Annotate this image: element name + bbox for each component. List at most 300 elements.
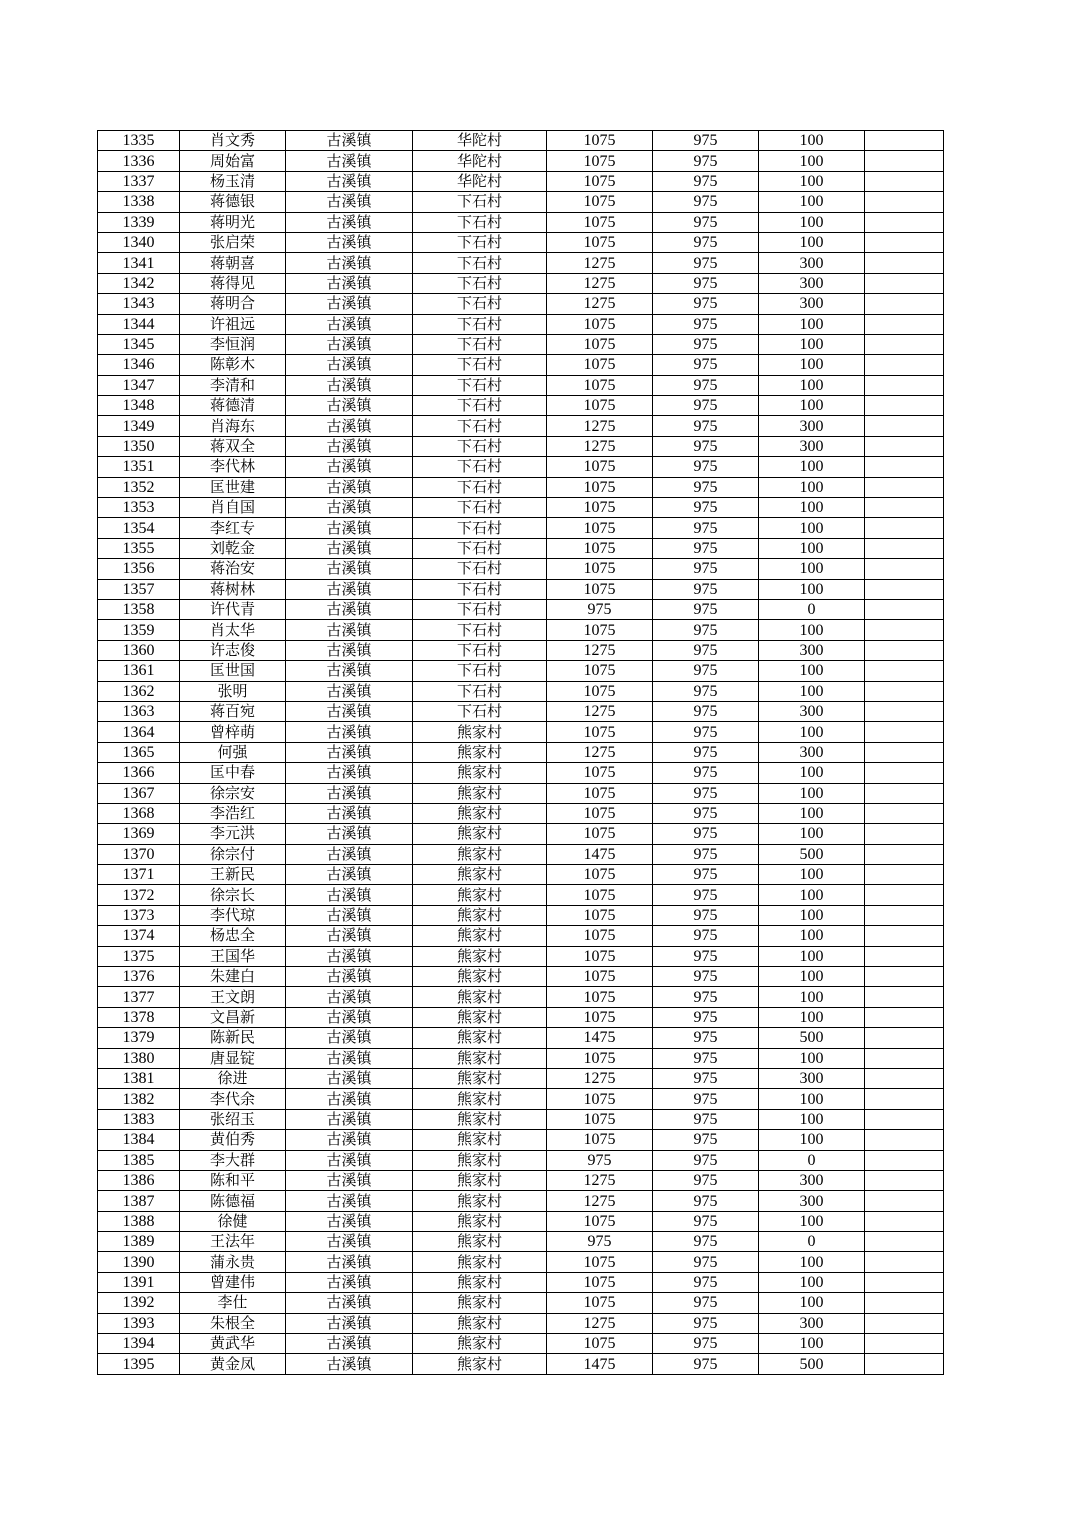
row-number-cell: 1360 — [98, 640, 180, 660]
table-row — [98, 436, 944, 456]
row-number-cell: 1345 — [98, 334, 180, 354]
town-cell: 古溪镇 — [286, 457, 413, 477]
table-row — [98, 171, 944, 191]
row-number-cell: 1389 — [98, 1232, 180, 1252]
town-cell: 古溪镇 — [286, 742, 413, 762]
person-name-cell: 曾建伟 — [180, 1272, 286, 1292]
row-number-cell: 1353 — [98, 498, 180, 518]
table-row — [98, 1313, 944, 1333]
amount-total-cell: 1075 — [547, 518, 653, 538]
table-row — [98, 1007, 944, 1027]
amount-base-cell: 975 — [653, 987, 759, 1007]
remark-cell — [865, 681, 944, 701]
amount-total-cell: 1075 — [547, 314, 653, 334]
remark-cell — [865, 783, 944, 803]
town-cell: 古溪镇 — [286, 559, 413, 579]
amount-difference-cell: 100 — [759, 498, 865, 518]
remark-cell — [865, 865, 944, 885]
row-number-cell: 1356 — [98, 559, 180, 579]
person-name-cell: 黄伯秀 — [180, 1130, 286, 1150]
town-cell: 古溪镇 — [286, 824, 413, 844]
amount-base-cell: 975 — [653, 273, 759, 293]
row-number-cell: 1336 — [98, 151, 180, 171]
person-name-cell: 肖太华 — [180, 620, 286, 640]
amount-base-cell: 975 — [653, 212, 759, 232]
person-name-cell: 陈德福 — [180, 1191, 286, 1211]
amount-total-cell: 1075 — [547, 131, 653, 151]
amount-total-cell: 1075 — [547, 579, 653, 599]
table-row — [98, 681, 944, 701]
row-number-cell: 1392 — [98, 1293, 180, 1313]
town-cell: 古溪镇 — [286, 212, 413, 232]
person-name-cell: 文昌新 — [180, 1007, 286, 1027]
person-name-cell: 肖海东 — [180, 416, 286, 436]
remark-cell — [865, 967, 944, 987]
amount-total-cell: 1075 — [547, 1334, 653, 1354]
town-cell: 古溪镇 — [286, 763, 413, 783]
amount-base-cell: 975 — [653, 498, 759, 518]
row-number-cell: 1373 — [98, 905, 180, 925]
table-row — [98, 783, 944, 803]
town-cell: 古溪镇 — [286, 1232, 413, 1252]
amount-difference-cell: 100 — [759, 926, 865, 946]
amount-difference-cell: 100 — [759, 232, 865, 252]
amount-base-cell: 975 — [653, 1109, 759, 1129]
amount-total-cell: 1075 — [547, 538, 653, 558]
remark-cell — [865, 1089, 944, 1109]
row-number-cell: 1342 — [98, 273, 180, 293]
amount-difference-cell: 100 — [759, 1211, 865, 1231]
subsidy-table — [97, 130, 944, 1375]
person-name-cell: 肖自国 — [180, 498, 286, 518]
amount-difference-cell: 100 — [759, 151, 865, 171]
remark-cell — [865, 701, 944, 721]
village-cell: 下石村 — [413, 498, 547, 518]
amount-difference-cell: 500 — [759, 1028, 865, 1048]
person-name-cell: 张明 — [180, 681, 286, 701]
amount-base-cell: 975 — [653, 579, 759, 599]
table-row — [98, 1028, 944, 1048]
remark-cell — [865, 294, 944, 314]
person-name-cell: 李代琼 — [180, 905, 286, 925]
row-number-cell: 1365 — [98, 742, 180, 762]
village-cell: 下石村 — [413, 314, 547, 334]
table-row — [98, 763, 944, 783]
person-name-cell: 李代林 — [180, 457, 286, 477]
person-name-cell: 徐宗长 — [180, 885, 286, 905]
town-cell: 古溪镇 — [286, 905, 413, 925]
table-row — [98, 477, 944, 497]
village-cell: 下石村 — [413, 457, 547, 477]
person-name-cell: 陈彰木 — [180, 355, 286, 375]
row-number-cell: 1352 — [98, 477, 180, 497]
amount-total-cell: 1075 — [547, 803, 653, 823]
amount-base-cell: 975 — [653, 599, 759, 619]
village-cell: 熊家村 — [413, 742, 547, 762]
person-name-cell: 许代青 — [180, 599, 286, 619]
amount-base-cell: 975 — [653, 1252, 759, 1272]
amount-base-cell: 975 — [653, 171, 759, 191]
amount-total-cell: 1075 — [547, 885, 653, 905]
amount-total-cell: 1075 — [547, 151, 653, 171]
amount-base-cell: 975 — [653, 661, 759, 681]
amount-total-cell: 1275 — [547, 1170, 653, 1190]
town-cell: 古溪镇 — [286, 1130, 413, 1150]
person-name-cell: 王新民 — [180, 865, 286, 885]
person-name-cell: 周始富 — [180, 151, 286, 171]
village-cell: 熊家村 — [413, 1109, 547, 1129]
village-cell: 下石村 — [413, 334, 547, 354]
table-row — [98, 579, 944, 599]
person-name-cell: 蒋德银 — [180, 192, 286, 212]
amount-total-cell: 1075 — [547, 1109, 653, 1129]
amount-difference-cell: 100 — [759, 579, 865, 599]
amount-base-cell: 975 — [653, 1313, 759, 1333]
amount-base-cell: 975 — [653, 436, 759, 456]
person-name-cell: 李浩红 — [180, 803, 286, 823]
town-cell: 古溪镇 — [286, 803, 413, 823]
amount-difference-cell: 100 — [759, 783, 865, 803]
row-number-cell: 1346 — [98, 355, 180, 375]
village-cell: 华陀村 — [413, 151, 547, 171]
village-cell: 熊家村 — [413, 1028, 547, 1048]
village-cell: 下石村 — [413, 273, 547, 293]
amount-base-cell: 975 — [653, 926, 759, 946]
remark-cell — [865, 334, 944, 354]
row-number-cell: 1366 — [98, 763, 180, 783]
person-name-cell: 许祖远 — [180, 314, 286, 334]
amount-base-cell: 975 — [653, 1354, 759, 1374]
village-cell: 华陀村 — [413, 171, 547, 191]
amount-total-cell: 1075 — [547, 681, 653, 701]
remark-cell — [865, 742, 944, 762]
table-row — [98, 1150, 944, 1170]
town-cell: 古溪镇 — [286, 1191, 413, 1211]
remark-cell — [865, 232, 944, 252]
village-cell: 下石村 — [413, 518, 547, 538]
village-cell: 熊家村 — [413, 987, 547, 1007]
amount-difference-cell: 300 — [759, 436, 865, 456]
remark-cell — [865, 355, 944, 375]
amount-base-cell: 975 — [653, 1048, 759, 1068]
village-cell: 熊家村 — [413, 1048, 547, 1068]
remark-cell — [865, 661, 944, 681]
remark-cell — [865, 131, 944, 151]
town-cell: 古溪镇 — [286, 1109, 413, 1129]
remark-cell — [865, 416, 944, 436]
remark-cell — [865, 946, 944, 966]
amount-difference-cell: 500 — [759, 844, 865, 864]
village-cell: 熊家村 — [413, 865, 547, 885]
town-cell: 古溪镇 — [286, 987, 413, 1007]
amount-total-cell: 1075 — [547, 824, 653, 844]
table-row — [98, 987, 944, 1007]
amount-total-cell: 1275 — [547, 416, 653, 436]
table-row — [98, 946, 944, 966]
remark-cell — [865, 987, 944, 1007]
amount-total-cell: 1275 — [547, 253, 653, 273]
row-number-cell: 1371 — [98, 865, 180, 885]
village-cell: 下石村 — [413, 355, 547, 375]
amount-total-cell: 1275 — [547, 294, 653, 314]
table-row — [98, 253, 944, 273]
village-cell: 下石村 — [413, 701, 547, 721]
village-cell: 下石村 — [413, 640, 547, 660]
table-row — [98, 742, 944, 762]
row-number-cell: 1354 — [98, 518, 180, 538]
amount-difference-cell: 100 — [759, 1272, 865, 1292]
table-row — [98, 824, 944, 844]
person-name-cell: 徐健 — [180, 1211, 286, 1231]
town-cell: 古溪镇 — [286, 579, 413, 599]
town-cell: 古溪镇 — [286, 355, 413, 375]
table-row — [98, 1089, 944, 1109]
town-cell: 古溪镇 — [286, 375, 413, 395]
town-cell: 古溪镇 — [286, 1211, 413, 1231]
table-row — [98, 865, 944, 885]
remark-cell — [865, 273, 944, 293]
town-cell: 古溪镇 — [286, 314, 413, 334]
person-name-cell: 蒋德清 — [180, 396, 286, 416]
amount-difference-cell: 300 — [759, 640, 865, 660]
person-name-cell: 张绍玉 — [180, 1109, 286, 1129]
amount-difference-cell: 100 — [759, 803, 865, 823]
table-row — [98, 538, 944, 558]
amount-difference-cell: 100 — [759, 355, 865, 375]
town-cell: 古溪镇 — [286, 1313, 413, 1333]
amount-total-cell: 1275 — [547, 701, 653, 721]
remark-cell — [865, 518, 944, 538]
town-cell: 古溪镇 — [286, 273, 413, 293]
amount-total-cell: 1075 — [547, 783, 653, 803]
row-number-cell: 1339 — [98, 212, 180, 232]
amount-base-cell: 975 — [653, 783, 759, 803]
amount-total-cell: 1075 — [547, 1293, 653, 1313]
amount-base-cell: 975 — [653, 844, 759, 864]
row-number-cell: 1348 — [98, 396, 180, 416]
village-cell: 下石村 — [413, 375, 547, 395]
person-name-cell: 黄金凤 — [180, 1354, 286, 1374]
village-cell: 熊家村 — [413, 885, 547, 905]
table-row — [98, 212, 944, 232]
town-cell: 古溪镇 — [286, 131, 413, 151]
table-row — [98, 844, 944, 864]
remark-cell — [865, 844, 944, 864]
amount-base-cell: 975 — [653, 151, 759, 171]
row-number-cell: 1363 — [98, 701, 180, 721]
village-cell: 熊家村 — [413, 1130, 547, 1150]
row-number-cell: 1372 — [98, 885, 180, 905]
amount-base-cell: 975 — [653, 905, 759, 925]
person-name-cell: 李仕 — [180, 1293, 286, 1313]
remark-cell — [865, 477, 944, 497]
person-name-cell: 刘乾金 — [180, 538, 286, 558]
row-number-cell: 1338 — [98, 192, 180, 212]
row-number-cell: 1341 — [98, 253, 180, 273]
person-name-cell: 徐宗安 — [180, 783, 286, 803]
table-row — [98, 620, 944, 640]
person-name-cell: 蒋明光 — [180, 212, 286, 232]
village-cell: 下石村 — [413, 599, 547, 619]
row-number-cell: 1375 — [98, 946, 180, 966]
village-cell: 熊家村 — [413, 1334, 547, 1354]
village-cell: 熊家村 — [413, 844, 547, 864]
table-row — [98, 1232, 944, 1252]
amount-base-cell: 975 — [653, 192, 759, 212]
row-number-cell: 1359 — [98, 620, 180, 640]
amount-base-cell: 975 — [653, 1170, 759, 1190]
village-cell: 下石村 — [413, 396, 547, 416]
village-cell: 熊家村 — [413, 946, 547, 966]
amount-difference-cell: 500 — [759, 1354, 865, 1374]
amount-base-cell: 975 — [653, 477, 759, 497]
village-cell: 熊家村 — [413, 783, 547, 803]
town-cell: 古溪镇 — [286, 253, 413, 273]
remark-cell — [865, 559, 944, 579]
table-row — [98, 151, 944, 171]
village-cell: 下石村 — [413, 661, 547, 681]
remark-cell — [865, 314, 944, 334]
amount-base-cell: 975 — [653, 559, 759, 579]
remark-cell — [865, 436, 944, 456]
amount-base-cell: 975 — [653, 1007, 759, 1027]
row-number-cell: 1378 — [98, 1007, 180, 1027]
village-cell: 熊家村 — [413, 722, 547, 742]
row-number-cell: 1340 — [98, 232, 180, 252]
amount-base-cell: 975 — [653, 1068, 759, 1088]
village-cell: 下石村 — [413, 559, 547, 579]
table-row — [98, 314, 944, 334]
village-cell: 下石村 — [413, 253, 547, 273]
amount-base-cell: 975 — [653, 1334, 759, 1354]
row-number-cell: 1369 — [98, 824, 180, 844]
village-cell: 熊家村 — [413, 1354, 547, 1374]
amount-total-cell: 1475 — [547, 844, 653, 864]
person-name-cell: 匡中春 — [180, 763, 286, 783]
village-cell: 熊家村 — [413, 1007, 547, 1027]
amount-difference-cell: 300 — [759, 1313, 865, 1333]
remark-cell — [865, 1313, 944, 1333]
village-cell: 熊家村 — [413, 1252, 547, 1272]
remark-cell — [865, 396, 944, 416]
town-cell: 古溪镇 — [286, 334, 413, 354]
remark-cell — [865, 498, 944, 518]
amount-total-cell: 1075 — [547, 334, 653, 354]
amount-total-cell: 1275 — [547, 640, 653, 660]
town-cell: 古溪镇 — [286, 783, 413, 803]
amount-difference-cell: 0 — [759, 599, 865, 619]
table-row — [98, 885, 944, 905]
town-cell: 古溪镇 — [286, 620, 413, 640]
amount-difference-cell: 100 — [759, 946, 865, 966]
amount-base-cell: 975 — [653, 314, 759, 334]
table-row — [98, 131, 944, 151]
row-number-cell: 1374 — [98, 926, 180, 946]
person-name-cell: 李恒润 — [180, 334, 286, 354]
amount-total-cell: 1075 — [547, 355, 653, 375]
amount-total-cell: 1075 — [547, 1211, 653, 1231]
remark-cell — [865, 1272, 944, 1292]
row-number-cell: 1351 — [98, 457, 180, 477]
village-cell: 熊家村 — [413, 1293, 547, 1313]
town-cell: 古溪镇 — [286, 416, 413, 436]
table-body — [98, 131, 944, 1375]
row-number-cell: 1343 — [98, 294, 180, 314]
amount-base-cell: 975 — [653, 1293, 759, 1313]
town-cell: 古溪镇 — [286, 171, 413, 191]
village-cell: 熊家村 — [413, 1191, 547, 1211]
village-cell: 下石村 — [413, 192, 547, 212]
amount-base-cell: 975 — [653, 355, 759, 375]
remark-cell — [865, 1048, 944, 1068]
table-row — [98, 1191, 944, 1211]
village-cell: 下石村 — [413, 232, 547, 252]
table-row — [98, 518, 944, 538]
remark-cell — [865, 905, 944, 925]
person-name-cell: 曾梓萌 — [180, 722, 286, 742]
person-name-cell: 杨玉清 — [180, 171, 286, 191]
row-number-cell: 1388 — [98, 1211, 180, 1231]
amount-total-cell: 1075 — [547, 722, 653, 742]
amount-total-cell: 1075 — [547, 477, 653, 497]
village-cell: 熊家村 — [413, 1089, 547, 1109]
amount-total-cell: 1275 — [547, 1313, 653, 1333]
amount-difference-cell: 0 — [759, 1232, 865, 1252]
table-row — [98, 232, 944, 252]
amount-total-cell: 1075 — [547, 1089, 653, 1109]
village-cell: 熊家村 — [413, 967, 547, 987]
amount-base-cell: 975 — [653, 865, 759, 885]
amount-total-cell: 1075 — [547, 620, 653, 640]
amount-base-cell: 975 — [653, 1232, 759, 1252]
amount-difference-cell: 100 — [759, 885, 865, 905]
amount-difference-cell: 100 — [759, 518, 865, 538]
amount-total-cell: 1075 — [547, 763, 653, 783]
row-number-cell: 1384 — [98, 1130, 180, 1150]
amount-total-cell: 1075 — [547, 457, 653, 477]
row-number-cell: 1337 — [98, 171, 180, 191]
amount-base-cell: 975 — [653, 701, 759, 721]
person-name-cell: 黄武华 — [180, 1334, 286, 1354]
amount-base-cell: 975 — [653, 967, 759, 987]
amount-total-cell: 1075 — [547, 967, 653, 987]
remark-cell — [865, 599, 944, 619]
person-name-cell: 杨忠全 — [180, 926, 286, 946]
amount-difference-cell: 100 — [759, 375, 865, 395]
remark-cell — [865, 1191, 944, 1211]
amount-difference-cell: 100 — [759, 559, 865, 579]
amount-difference-cell: 100 — [759, 334, 865, 354]
amount-difference-cell: 100 — [759, 314, 865, 334]
amount-total-cell: 1075 — [547, 987, 653, 1007]
remark-cell — [865, 1354, 944, 1374]
amount-difference-cell: 100 — [759, 967, 865, 987]
amount-total-cell: 1075 — [547, 905, 653, 925]
village-cell: 熊家村 — [413, 1232, 547, 1252]
village-cell: 下石村 — [413, 212, 547, 232]
amount-total-cell: 1075 — [547, 232, 653, 252]
amount-base-cell: 975 — [653, 763, 759, 783]
amount-base-cell: 975 — [653, 1130, 759, 1150]
remark-cell — [865, 1150, 944, 1170]
row-number-cell: 1362 — [98, 681, 180, 701]
town-cell: 古溪镇 — [286, 1354, 413, 1374]
amount-base-cell: 975 — [653, 1089, 759, 1109]
amount-total-cell: 1075 — [547, 498, 653, 518]
row-number-cell: 1376 — [98, 967, 180, 987]
amount-base-cell: 975 — [653, 232, 759, 252]
row-number-cell: 1355 — [98, 538, 180, 558]
